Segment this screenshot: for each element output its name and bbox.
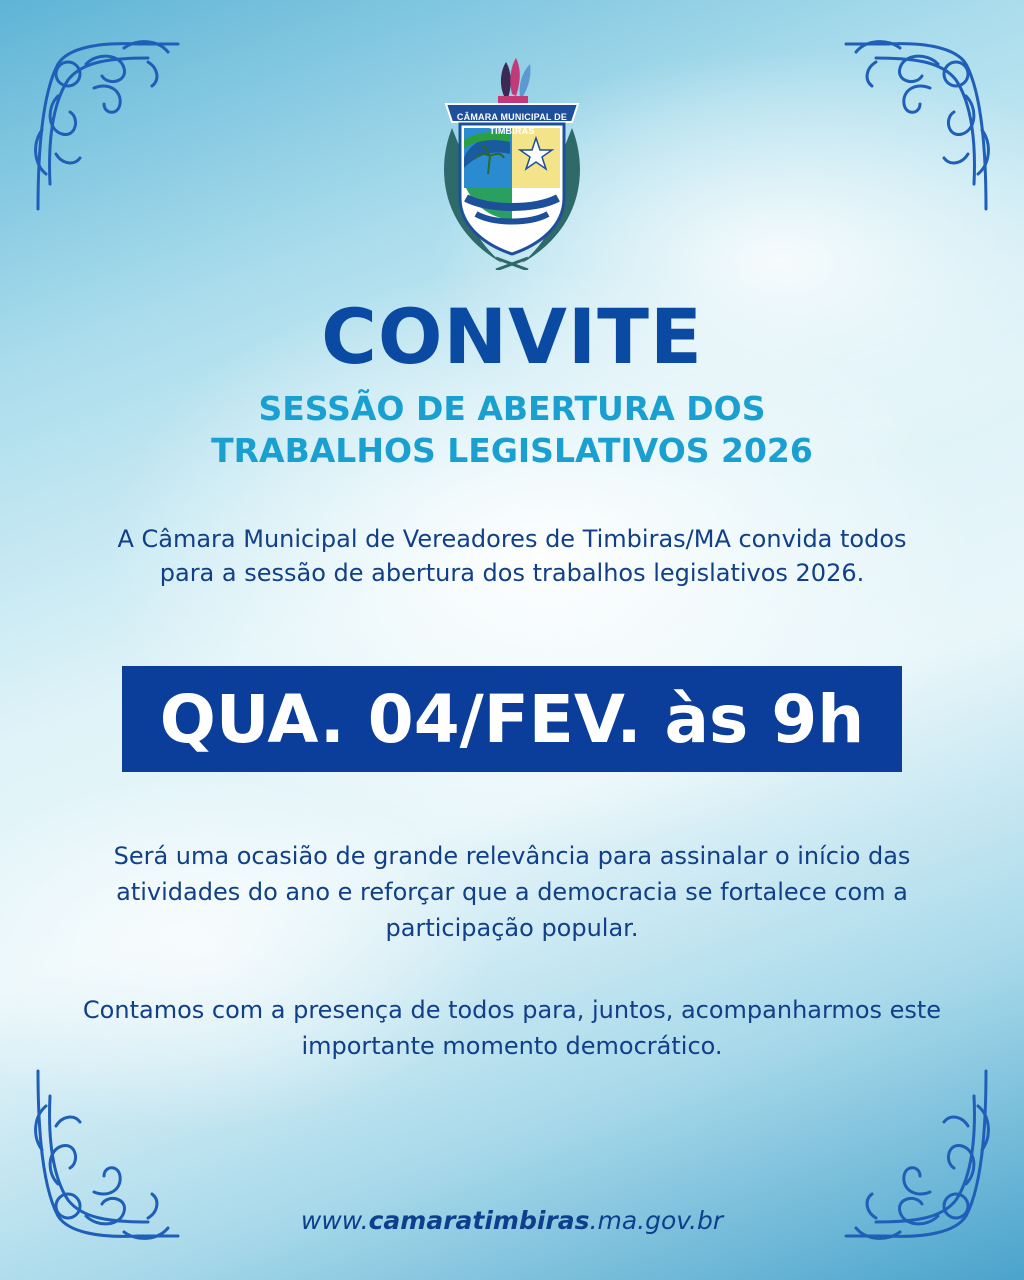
corner-ornament-icon	[28, 34, 188, 214]
coat-of-arms-icon	[432, 58, 592, 270]
crest-label: CÂMARA MUNICIPAL DE TIMBIRAS	[456, 112, 568, 136]
intro-text: A Câmara Municipal de Vereadores de Timbiras/MA convida todos para a sessão de abertura dos trabalhos legislativos 2026.	[117, 525, 907, 587]
website-prefix: www.	[300, 1206, 369, 1235]
description-paragraph: Será uma ocasião de grande relevância para assinalar o início das atividades do ano e reforçar que a democracia se fortalece com a participação popular.	[113, 842, 911, 942]
closing-paragraph: Contamos com a presença de todos para, juntos, acompanharmos este importante momento democrático.	[82, 996, 942, 1060]
subtitle-line-2: TRABALHOS LEGISLATIVOS 2026	[211, 431, 813, 470]
website-suffix: .ma.gov.br	[589, 1206, 724, 1235]
page-title: CONVITE	[321, 292, 703, 381]
website-domain: camaratimbiras	[368, 1206, 590, 1235]
date-banner	[122, 666, 902, 772]
subtitle-line-1: SESSÃO DE ABERTURA DOS	[258, 389, 766, 428]
website-link[interactable]	[0, 1206, 1024, 1235]
event-subtitle	[120, 388, 904, 472]
date-banner-text: QUA. 04/FEV. às 9h	[159, 680, 865, 758]
corner-ornament-icon	[836, 34, 996, 214]
